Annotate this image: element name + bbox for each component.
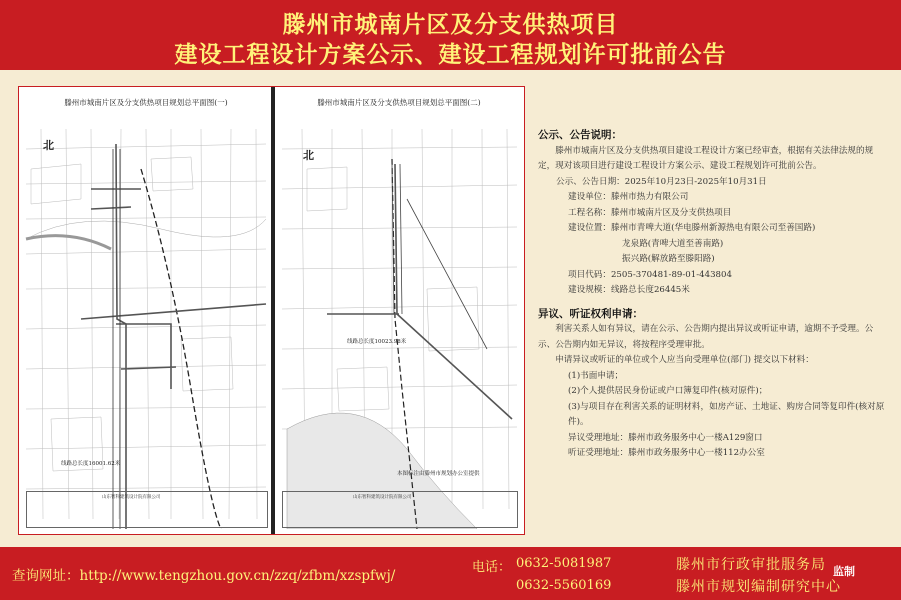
map-1-org: 山东智科建筑设计院有限公司 [102,495,161,500]
title-line-1: 滕州市城南片区及分支供热项目 [282,11,619,38]
hearing-address: 听证受理地址：滕州市政务服务中心一楼112办公室 [568,448,765,458]
title-line-2: 建设工程设计方案公示、建设工程规划许可批前公告 [174,41,727,68]
website-link[interactable]: 查询网址：http://www.tengzhou.gov.cn/zzq/zfbm/xzspfwj/ [12,568,396,584]
objection-text: 利害关系人如有异议，请在公示、公告期内提出异议或听证申请，逾期不予受理。公示、公告期内如无异议，将按程序受理审批。 [538,324,874,350]
map-1-total-length: 线路总长度16001.62米 [61,461,121,467]
phone-1: 0632-5081987 [516,556,612,571]
map-2-total-length: 线路总长度10023.98米 [347,339,407,345]
notice-panel [538,128,888,462]
org-2: 滕州市规划编制研究中心 [676,579,841,595]
map-1-drawing [21,89,271,529]
map-divider [271,87,275,534]
notice-scale: 建设规模：线路总长度26445米 [568,285,690,295]
map-2-title-block [282,491,518,528]
map-frame [18,86,525,535]
material-item: (3)与项目存在利害关系的证明材料，如房产证、土地证、购房合同等复印件(核对原件)。 [568,401,885,427]
objection-materials: 申请异议或听证的单位或个人应当向受理单位(部门) 提交以下材料： [555,355,814,365]
notice-location-2: 龙泉路(青啤大道至善南路) [622,238,724,249]
notice-location-3: 振兴路(解放路至滕阳路) [622,254,715,264]
notice-project-code: 项目代码：2505-370481-89-01-443804 [568,269,732,280]
phone-2: 0632-5560169 [516,578,612,593]
map-2-note: 本图标注由滕州市规划办公室提供 [397,471,480,477]
org-1: 滕州市行政审批服务局 [676,557,826,573]
objection-address: 异议受理地址：滕州市政务服务中心一楼A129窗口 [568,432,763,443]
objection-heading: 异议、听证权利申请： [538,307,643,320]
map-1-north-arrow: 北 [43,139,54,152]
map-2-title: 滕州市城南片区及分支供热项目规划总平面图(二) [317,98,481,107]
map-1-title-block [26,491,268,528]
header-banner [0,0,901,70]
map-2-org: 山东智科建筑设计院有限公司 [353,495,412,500]
notice-project-name: 工程名称：滕州市城南片区及分支供热项目 [568,207,732,218]
notice-builder: 建设单位：滕州市热力有限公司 [568,192,689,202]
notice-location: 建设位置：滕州市青啤大道(华电滕州新源热电有限公司至善国路) [568,223,816,233]
material-item: (1)书面申请； [568,370,624,381]
notice-intro: 滕州市城南片区及分支供热项目建设工程设计方案已经审查，根据有关法律法规的规定，现对该项目进行建设工程设计方案公示、建设工程规划许可批前公告。 [538,145,874,171]
site-plan-map-2[interactable] [277,89,521,529]
supervise-label: 监制 [833,565,855,578]
notice-heading: 公示、公告说明： [538,129,622,141]
phone-label: 电话： [472,560,512,575]
map-1-title: 滕州市城南片区及分支供热项目规划总平面图(一) [64,98,228,107]
map-2-north-arrow: 北 [303,149,314,162]
site-plan-map-1[interactable] [21,89,271,529]
material-item: (2)个人提供居民身份证或户口簿复印件(核对原件)； [568,386,768,396]
footer-bar [0,547,901,600]
notice-date: 公示、公告日期：2025年10月23日-2025年10月31日 [556,176,767,187]
